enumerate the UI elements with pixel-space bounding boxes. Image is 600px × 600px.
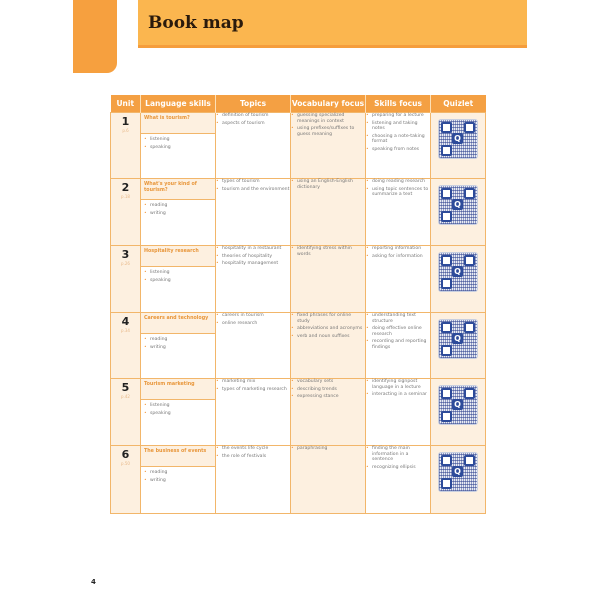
list-item: • fixed phrases for online study [291,313,365,324]
vocabulary-focus-cell [291,446,366,514]
list-item: • speaking from notes [366,147,430,153]
topics-cell [216,446,291,514]
list-item: • using topic sentences to summarize a text [366,187,430,198]
header-banner [138,0,527,48]
qr-finder-icon [464,188,475,199]
unit-number: 3 [121,248,130,261]
skills-focus-cell [366,446,431,514]
list-item: • hospitality management [216,261,290,267]
list-item: • doing effective online research [366,326,430,337]
list-item: • identifying signpost language in a lecture [366,379,430,390]
list-item: • reporting information [366,246,430,252]
book-map-table [110,95,486,514]
list-item: • asking for information [366,254,430,260]
skills-list [144,403,212,416]
list-item: • speaking [144,145,212,151]
list-item: • abbreviations and acronyms [291,326,365,332]
qr-finder-icon [464,455,475,466]
list-item: • reading [144,337,212,343]
list-item: • preparing for a lecture [366,113,430,119]
skills-list [144,137,212,150]
quizlet-logo-icon: Q [452,399,463,410]
table-row [111,113,486,179]
column-header-vocabulary-focus: Vocabulary focus [291,95,366,113]
skills-list [144,270,212,283]
qr-finder-icon [441,188,452,199]
quizlet-logo-icon: Q [452,466,463,477]
list-item: • online research [216,321,290,327]
list-item: • writing [144,478,212,484]
topics-cell [216,379,291,446]
qr-finder-icon [441,455,452,466]
list-item: • definition of tourism [216,113,290,119]
qr-finder-icon [441,255,452,266]
language-skills-cell [141,113,216,179]
column-header-topics: Topics [216,95,291,113]
list-item: • recognizing ellipsis [366,465,430,471]
list-item: • tourism and the environment [216,187,290,193]
vocabulary-focus-cell [291,113,366,179]
unit-page-ref: p.6 [122,128,129,133]
list-item: • reading [144,203,212,209]
unit-title: What is tourism? [141,113,215,134]
quizlet-qr-code-icon[interactable] [438,119,478,159]
list-item: • identifying stress within words [291,246,365,257]
vocabulary-focus-cell [291,246,366,313]
language-skills-cell [141,313,216,379]
unit-title: What's your kind of tourism? [141,179,215,200]
list-item: • doing reading research [366,179,430,185]
skills-focus-cell [366,113,431,179]
qr-finder-icon [441,388,452,399]
unit-title: The business of events [141,446,215,467]
list-item: • theories of hospitality [216,254,290,260]
qr-finder-icon [441,211,452,222]
side-tab [73,0,117,73]
topics-cell [216,113,291,179]
list-item: • vocabulary sets [291,379,365,385]
list-item: • using prefixes/suffixes to guess meaning [291,126,365,137]
quizlet-logo-icon: Q [452,133,463,144]
unit-number: 2 [121,181,130,194]
quizlet-qr-code-icon[interactable] [438,185,478,225]
list-item: • listening [144,403,212,409]
list-item: • writing [144,211,212,217]
page-title: Book map [148,13,244,33]
quizlet-cell [431,179,486,246]
quizlet-logo-icon: Q [452,266,463,277]
list-item: • hospitality in a restaurant [216,246,290,252]
list-item: • types of marketing research [216,387,290,393]
skills-focus-cell [366,179,431,246]
list-item: • careers in tourism [216,313,290,319]
unit-page-ref: p.42 [121,394,130,399]
unit-cell [111,379,141,446]
quizlet-cell [431,313,486,379]
vocabulary-focus-cell [291,179,366,246]
topics-cell [216,313,291,379]
quizlet-qr-code-icon[interactable] [438,385,478,425]
unit-number: 6 [121,448,130,461]
vocabulary-focus-cell [291,313,366,379]
table-header [111,95,486,113]
quizlet-cell [431,446,486,514]
list-item: • listening and taking notes [366,121,430,132]
qr-finder-icon [441,278,452,289]
unit-cell [111,113,141,179]
qr-finder-icon [464,255,475,266]
list-item: • marketing mix [216,379,290,385]
language-skills-cell [141,379,216,446]
list-item: • using an English-English dictionary [291,179,365,190]
quizlet-qr-code-icon[interactable] [438,452,478,492]
list-item: • expressing stance [291,394,365,400]
unit-cell [111,246,141,313]
list-item: • choosing a note-taking format [366,134,430,145]
language-skills-cell [141,446,216,514]
unit-page-ref: p.34 [121,328,130,333]
quizlet-logo-icon: Q [452,199,463,210]
vocabulary-focus-cell [291,379,366,446]
skills-focus-cell [366,246,431,313]
list-item: • finding the main information in a sentence [366,446,430,463]
skills-list [144,470,212,483]
list-item: • aspects of tourism [216,121,290,127]
list-item: • interacting in a seminar [366,392,430,398]
language-skills-cell [141,246,216,313]
list-item: • understanding text structure [366,313,430,324]
table-row [111,313,486,379]
qr-finder-icon [464,122,475,133]
unit-title: Careers and technology [141,313,215,334]
language-skills-cell [141,179,216,246]
unit-title: Hospitality research [141,246,215,267]
list-item: • listening [144,270,212,276]
list-item: • speaking [144,278,212,284]
unit-title: Tourism marketing [141,379,215,400]
list-item: • writing [144,345,212,351]
list-item: • the events life cycle [216,446,290,452]
list-item: • listening [144,137,212,143]
qr-finder-icon [441,322,452,333]
column-header-quizlet: Quizlet [431,95,486,113]
quizlet-cell [431,246,486,313]
quizlet-cell [431,113,486,179]
quizlet-qr-code-icon[interactable] [438,252,478,292]
list-item: • the role of festivals [216,454,290,460]
topics-cell [216,246,291,313]
table-row [111,179,486,246]
list-item: • reading [144,470,212,476]
skills-focus-cell [366,379,431,446]
unit-number: 5 [121,381,130,394]
table-row [111,446,486,514]
table-row [111,379,486,446]
list-item: • types of tourism [216,179,290,185]
qr-finder-icon [464,388,475,399]
quizlet-cell [431,379,486,446]
qr-finder-icon [441,145,452,156]
list-item: • describing trends [291,387,365,393]
list-item: • recording and reporting findings [366,339,430,350]
table-row [111,246,486,313]
skills-list [144,203,212,216]
unit-number: 1 [121,115,130,128]
qr-finder-icon [441,478,452,489]
skills-focus-cell [366,313,431,379]
list-item: • paraphrasing [291,446,365,452]
page-number: 4 [91,578,96,586]
qr-finder-icon [441,411,452,422]
unit-cell [111,313,141,379]
quizlet-logo-icon: Q [452,333,463,344]
column-header-unit: Unit [111,95,141,113]
qr-finder-icon [441,345,452,356]
unit-page-ref: p.50 [121,461,130,466]
list-item: • verb and noun suffixes [291,334,365,340]
list-item: • speaking [144,411,212,417]
unit-page-ref: p.18 [121,194,130,199]
unit-cell [111,446,141,514]
quizlet-qr-code-icon[interactable] [438,319,478,359]
qr-finder-icon [441,122,452,133]
list-item: • guessing specialized meanings in context [291,113,365,124]
unit-number: 4 [121,315,130,328]
skills-list [144,337,212,350]
qr-finder-icon [464,322,475,333]
unit-cell [111,179,141,246]
unit-page-ref: p.26 [121,261,130,266]
column-header-skills-focus: Skills focus [366,95,431,113]
topics-cell [216,179,291,246]
column-header-language-skills: Language skills [141,95,216,113]
